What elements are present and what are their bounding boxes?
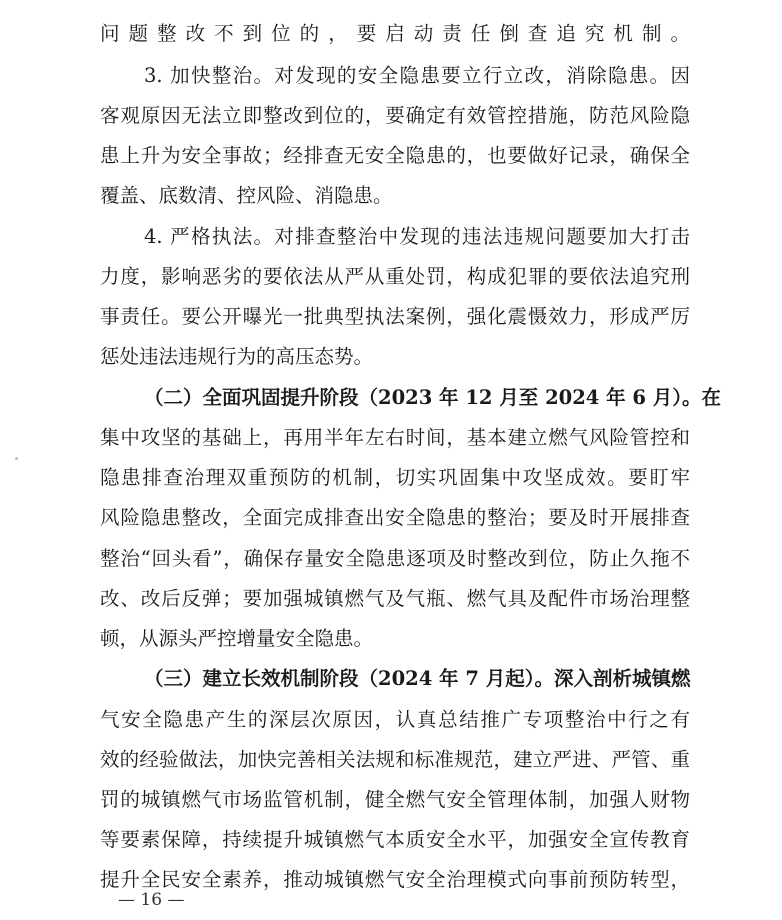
text-line-5: 覆盖、底数清、控风险、消隐患。 <box>100 184 393 207</box>
text-line-18: 气安全隐患产生的深层次原因，认真总结推广专项整治中行之有 <box>100 708 690 731</box>
text-line-21: 等要素保障，持续提升城镇燃气本质安全水平，加强安全宣传教育 <box>100 828 690 851</box>
text-line-11: 集中攻坚的基础上，再用半年左右时间，基本建立燃气风险管控和 <box>100 426 690 449</box>
text-line-9: 惩处违法违规行为的高压态势。 <box>100 345 374 368</box>
text-line-2: 3. 加快整治。对发现的安全隐患要立行立改，消除隐患。因 <box>144 64 690 87</box>
text-line-3: 客观原因无法立即整改到位的，要确定有效管控措施，防范风险隐 <box>100 104 690 127</box>
text-line-20: 罚的城镇燃气市场监管机制，健全燃气安全管理体制，加强人财物 <box>100 788 690 811</box>
scan-speck <box>15 457 18 460</box>
text-line-7: 力度，影响恶劣的要依法从严从重处罚，构成犯罪的要依法追究刑 <box>100 265 690 288</box>
text-line-1: 问题整改不到位的，要启动责任倒查追究机制。 <box>100 22 690 45</box>
text-line-22: 提升全民安全素养，推动城镇燃气安全治理模式向事前预防转型， <box>100 868 690 891</box>
text-line-6: 4. 严格执法。对排查整治中发现的违法违规问题要加大打击 <box>144 225 690 248</box>
section-heading-2: （二）全面巩固提升阶段（2023 年 12 月至 2024 年 6 月）。在 <box>144 386 722 409</box>
text-line-15: 改、改后反弹；要加强城镇燃气及气瓶、燃气具及配件市场治理整 <box>100 587 690 610</box>
text-line-8: 事责任。要公开曝光一批典型执法案例，强化震慑效力，形成严厉 <box>100 305 690 328</box>
text-line-19: 效的经验做法，加快完善相关法规和标准规范，建立严进、严管、重 <box>100 748 690 771</box>
text-line-4: 患上升为安全事故；经排查无安全隐患的，也要做好记录，确保全 <box>100 144 690 167</box>
text-line-16: 顿，从源头严控增量安全隐患。 <box>100 627 374 650</box>
page-number: — 16 — <box>118 890 185 910</box>
text-line-14: 整治“回头看”，确保存量安全隐患逐项及时整改到位，防止久拖不 <box>100 547 690 570</box>
text-line-12: 隐患排查治理双重预防的机制，切实巩固集中攻坚成效。要盯牢 <box>100 466 690 489</box>
section-heading-3: （三）建立长效机制阶段（2024 年 7 月起）。深入剖析城镇燃 <box>144 667 691 690</box>
text-line-13: 风险隐患整改，全面完成排查出安全隐患的整治；要及时开展排查 <box>100 506 690 529</box>
